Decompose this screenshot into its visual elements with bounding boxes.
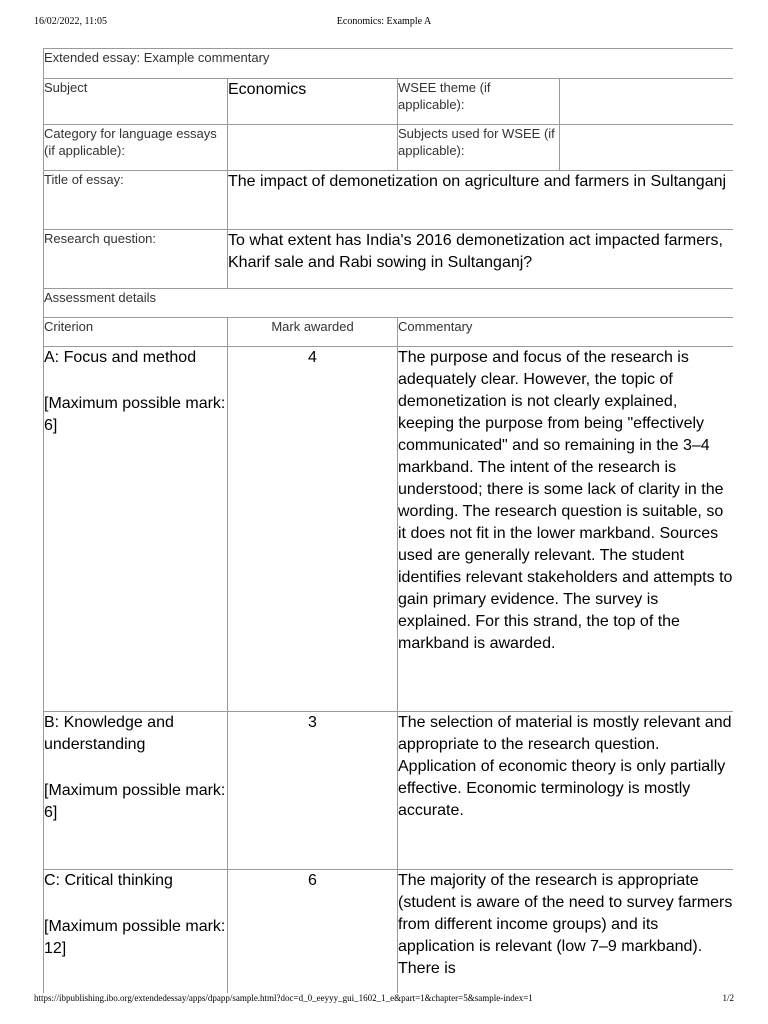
assessment-heading: Assessment details <box>44 289 734 318</box>
criterion-max-mark: [Maximum possible mark: 6] <box>44 395 226 434</box>
title-value: The impact of demonetization on agriculture and farmers in Sultanganj <box>228 171 734 230</box>
page-url[interactable]: https://ibpublishing.ibo.org/extendedessay/apps/dpapp/sample.html?doc=d_0_eeyyy_gui_1602_1_e&part=1&chapter=5&sample-index=1 <box>34 993 533 1003</box>
mark-awarded: 3 <box>228 712 398 870</box>
criterion-name: B: Knowledge and understanding <box>44 714 174 753</box>
criterion-cell <box>44 870 228 994</box>
wsee-theme-value <box>560 79 734 125</box>
criterion-cell <box>44 712 228 870</box>
research-question-label: Research question: <box>44 230 228 289</box>
subject-label: Subject <box>44 79 228 125</box>
criterion-cell <box>44 347 228 712</box>
table-row <box>44 347 734 712</box>
title-label: Title of essay: <box>44 171 228 230</box>
column-header-commentary: Commentary <box>398 318 734 347</box>
criterion-max-mark: [Maximum possible mark: 12] <box>44 918 226 957</box>
table-row <box>44 870 734 994</box>
mark-awarded: 6 <box>228 870 398 994</box>
subjects-used-value <box>560 125 734 171</box>
table-row <box>44 712 734 870</box>
subject-value: Economics <box>228 79 398 125</box>
document-sheet <box>43 48 733 993</box>
commentary-text: The majority of the research is appropriate (student is aware of the need to survey farmers from different income groups) and its application is relevant (low 7–9 markband). There is <box>398 870 734 994</box>
category-label: Category for language essays (if applicable): <box>44 125 228 171</box>
commentary-text: The selection of material is mostly relevant and appropriate to the research question. Application of economic theory is only partially effective. Economic terminology is mostly accurate. <box>398 712 734 870</box>
print-page-title: Economics: Example A <box>336 16 432 27</box>
page-number: 1/2 <box>722 993 734 1003</box>
criterion-max-mark: [Maximum possible mark: 6] <box>44 782 226 821</box>
column-header-mark: Mark awarded <box>228 318 398 347</box>
criterion-name: C: Critical thinking <box>44 872 173 889</box>
criterion-name: A: Focus and method <box>44 349 197 366</box>
subjects-used-label: Subjects used for WSEE (if applicable): <box>398 125 560 171</box>
category-value <box>228 125 398 171</box>
commentary-table <box>43 48 733 993</box>
research-question-value: To what extent has India's 2016 demonetization act impacted farmers, Kharif sale and Rabi sowing in Sultanganj? <box>228 230 734 289</box>
column-header-criterion: Criterion <box>44 318 228 347</box>
commentary-text: The purpose and focus of the research is adequately clear. However, the topic of demonetization is not clearly explained, keeping the purpose from being "effectively communicated" and so remaining in the 3–4 markband. The intent of the research is understood; there is some lack of clarity in the wording. The research question is suitable, so it does not fit in the lower markband. Sources used are generally relevant. The student identifies relevant stakeholders and attempts to gain primary evidence. The survey is explained. For this strand, the top of the markband is awarded. <box>398 347 734 712</box>
mark-awarded: 4 <box>228 347 398 712</box>
print-date: 16/02/2022, 11:05 <box>34 16 107 27</box>
print-footer <box>34 993 734 1007</box>
print-header <box>34 16 734 30</box>
wsee-theme-label: WSEE theme (if applicable): <box>398 79 560 125</box>
table-heading: Extended essay: Example commentary <box>44 49 734 79</box>
